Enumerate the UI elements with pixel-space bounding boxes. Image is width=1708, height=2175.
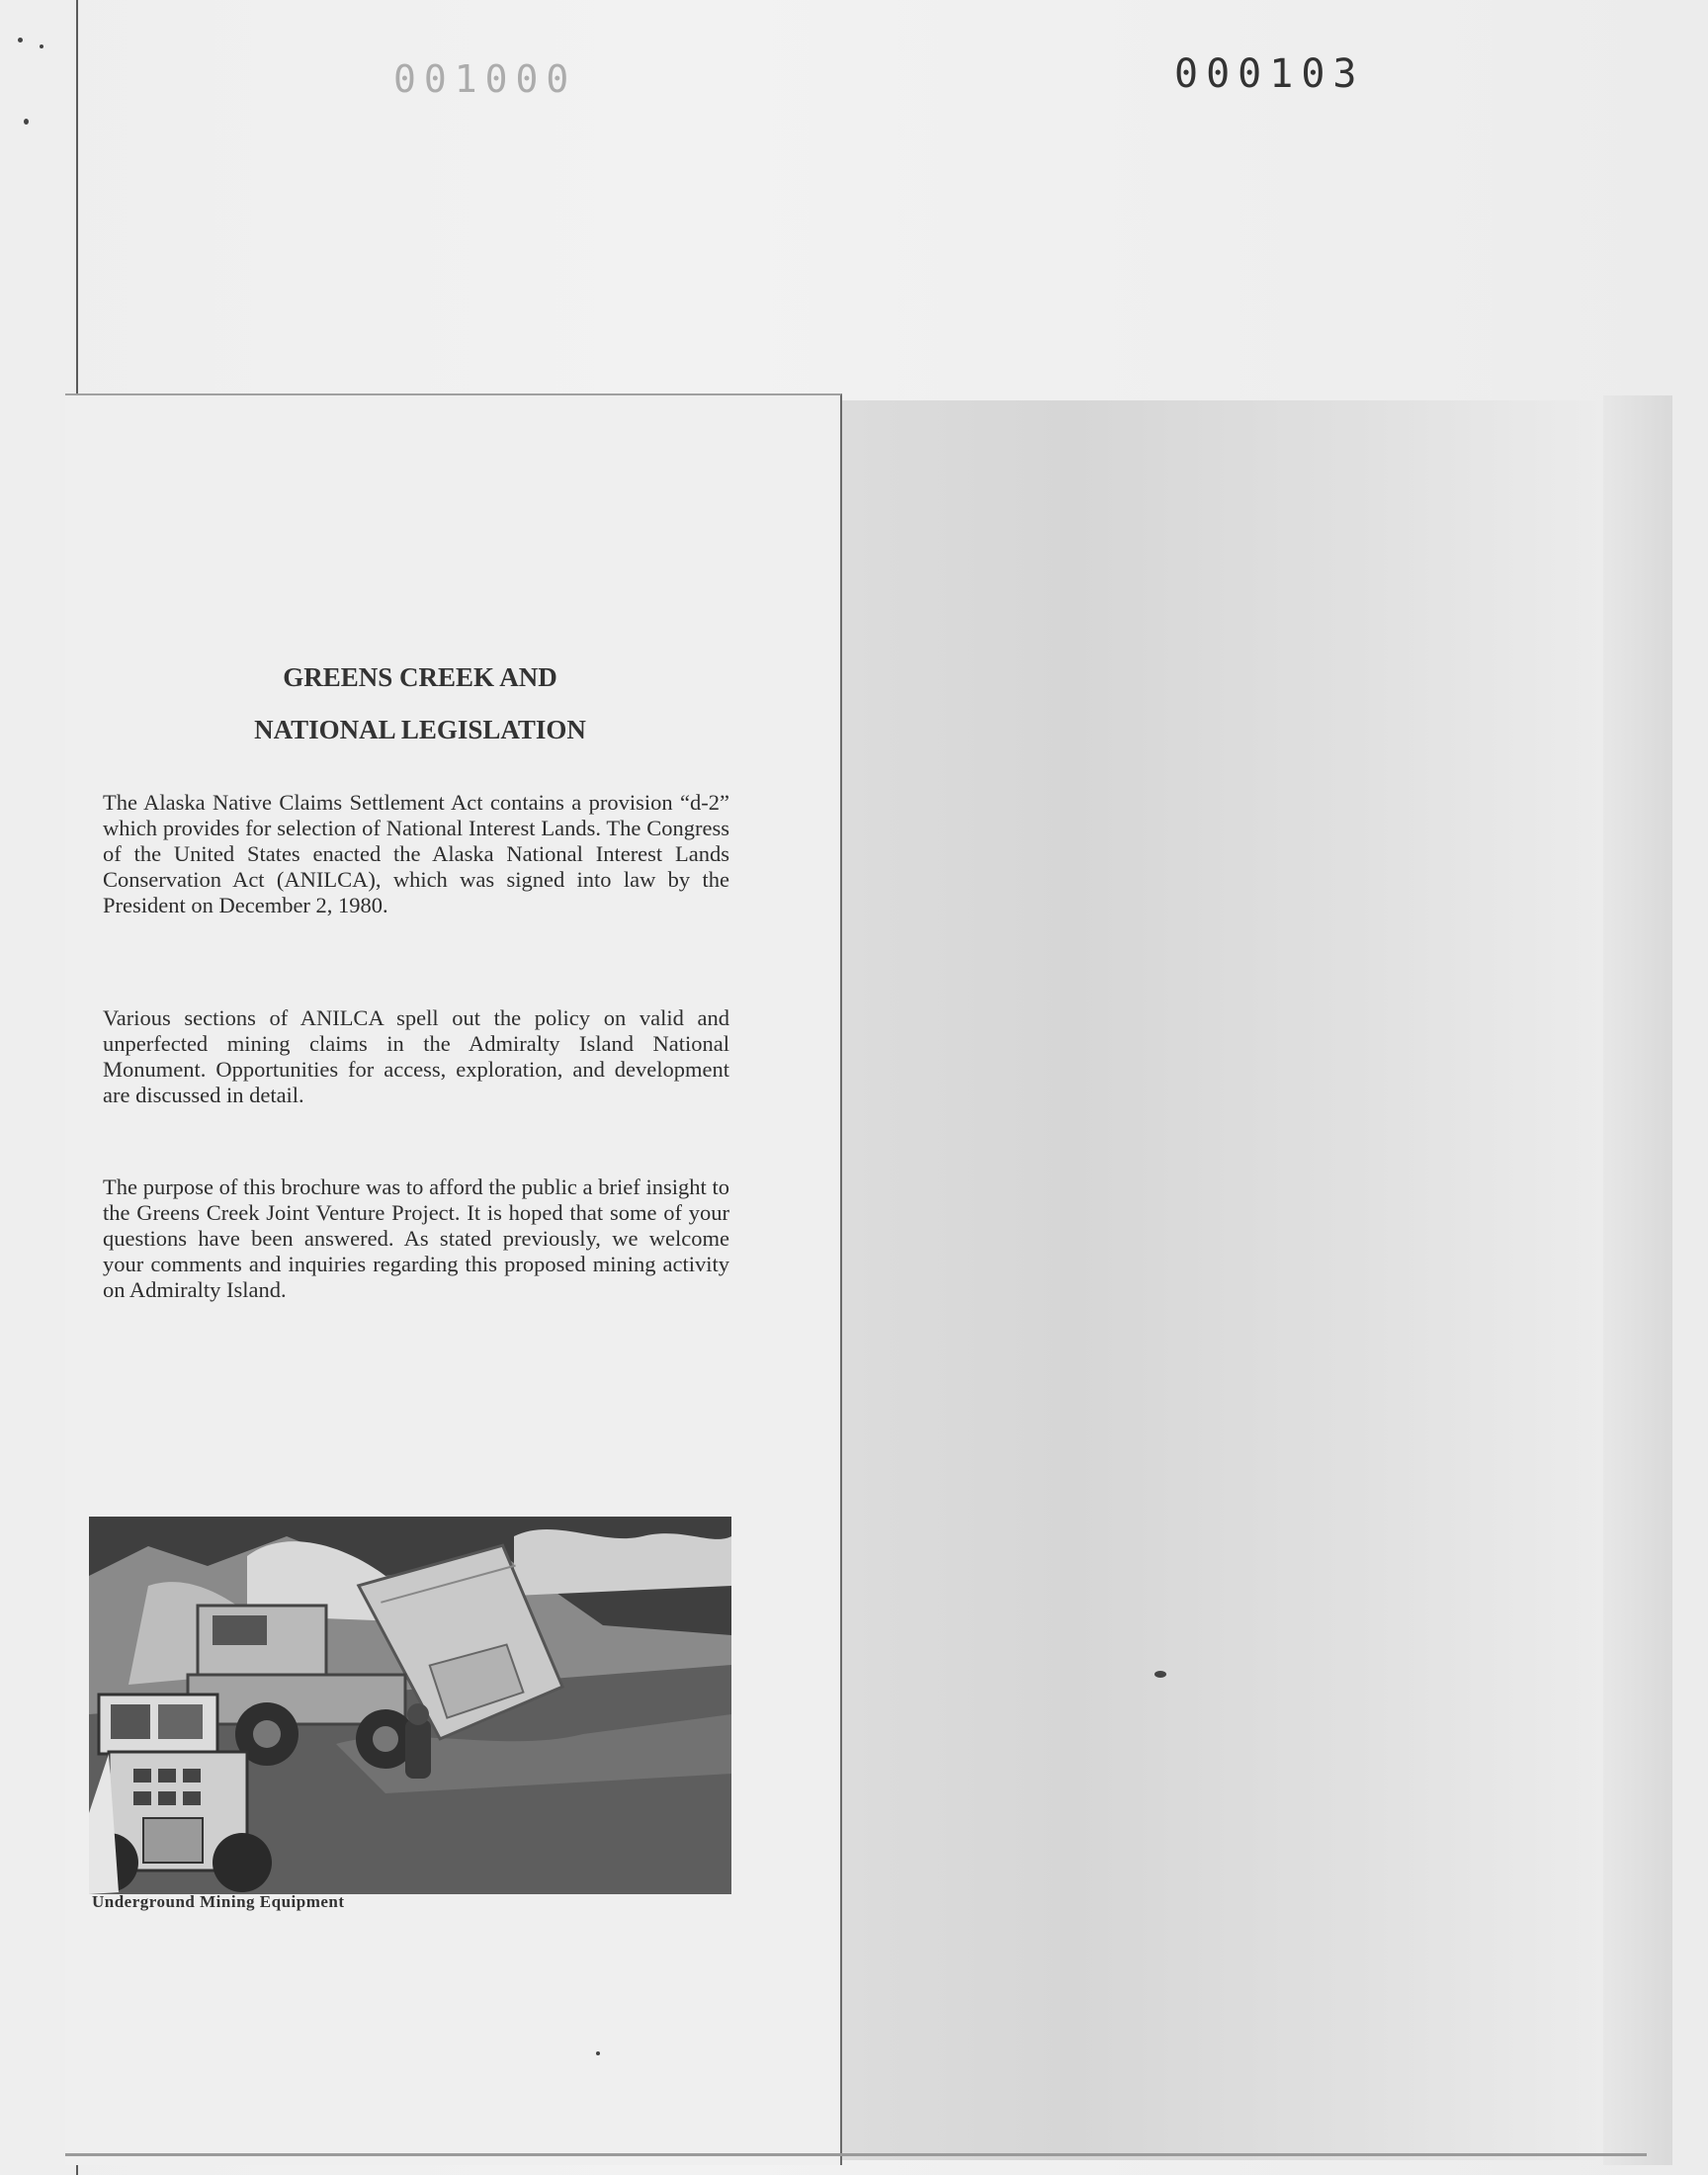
- photo-caption: Underground Mining Equipment: [92, 1892, 345, 1911]
- body-paragraph-2: Various sections of ANILCA spell out the policy on valid and unperfected mining claims in the Admiralty Island National Monument. Opportunities for access, exploration, and development are discussed in detail.: [103, 1005, 729, 1107]
- article-title-line-1: GREENS CREEK AND: [283, 662, 557, 692]
- scan-speck: [596, 2051, 600, 2055]
- scan-speck: [24, 119, 29, 125]
- brochure-right-panel: [842, 400, 1607, 2160]
- mining-equipment-photo: [89, 1517, 731, 1894]
- article-title-line-2: NATIONAL LEGISLATION: [254, 715, 586, 744]
- photo-illustration: [89, 1517, 731, 1894]
- body-paragraph-3: The purpose of this brochure was to afford the public a brief insight to the Greens Creek Joint Venture Project. It is hoped that some of your questions have been answered. As stated previously, we welcome your comments and inquiries regarding this proposed mining activity on Admiralty Island.: [103, 1174, 729, 1302]
- page-number-stamp: 000103: [1174, 51, 1365, 97]
- brochure-right-edge: [1603, 395, 1672, 2165]
- scan-speck: [18, 38, 23, 43]
- scan-speck: [40, 44, 43, 48]
- brochure-bottom-edge: [65, 2153, 1647, 2156]
- scan-speck: [1154, 1671, 1166, 1678]
- body-paragraph-1: The Alaska Native Claims Settlement Act contains a provision “d-2” which provides for selection of National Interest Lands. The Congress of the United States enacted the Alaska National Interest Lands Conservation Act (ANILCA), which was signed into law by the President on December 2, 1980.: [103, 790, 729, 917]
- faint-stamp-number: 001000: [393, 57, 577, 101]
